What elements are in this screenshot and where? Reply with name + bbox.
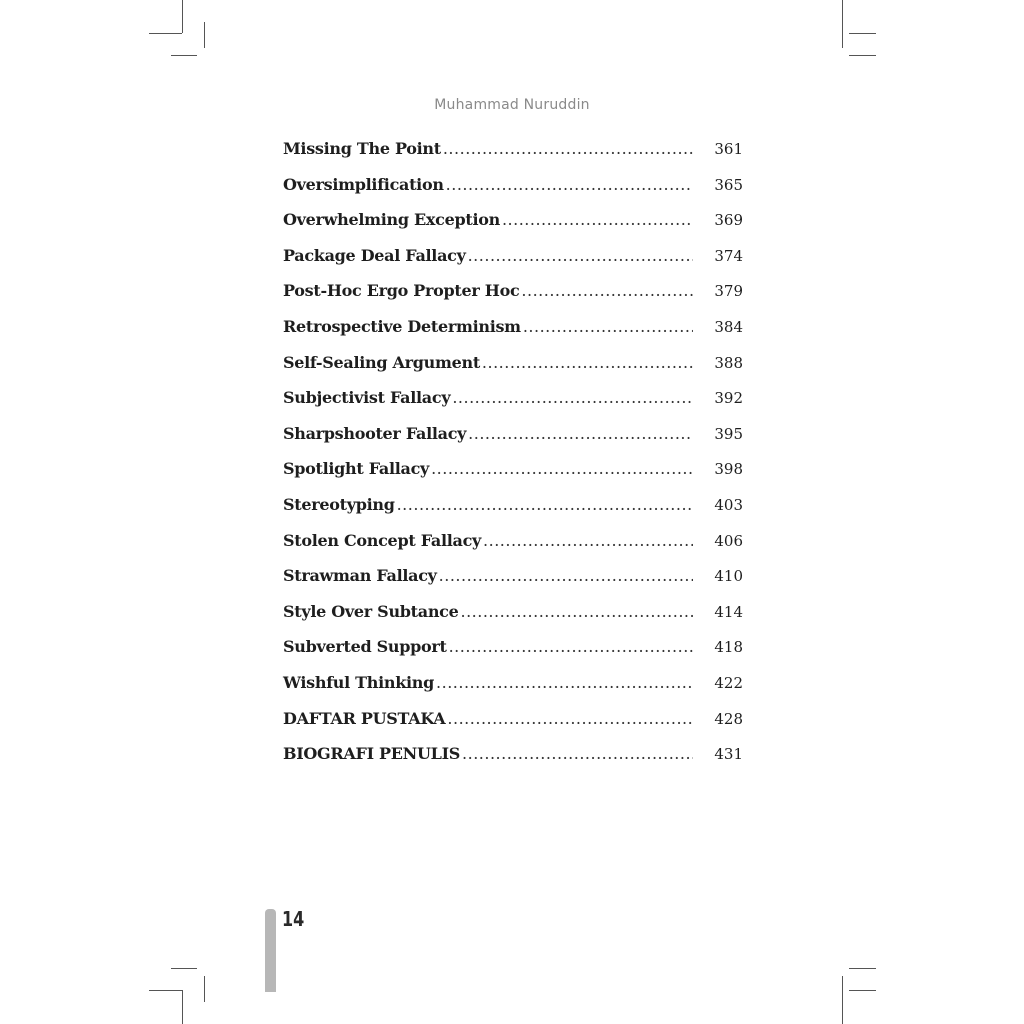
toc-entry-page-number: 406: [714, 531, 743, 550]
toc-dot-leader: [468, 246, 693, 265]
toc-dot-leader: [397, 495, 693, 514]
toc-entry-title: Retrospective Determinism: [283, 316, 521, 336]
toc-entry-title: Self-Sealing Argument: [283, 352, 480, 372]
toc-dot-leader: [436, 673, 693, 692]
toc-entry[interactable]: [283, 744, 743, 780]
toc-entry-title: Package Deal Fallacy: [283, 245, 466, 265]
toc-entry-title: Stolen Concept Fallacy: [283, 530, 482, 550]
crop-mark: [204, 976, 205, 1002]
crop-mark: [149, 33, 182, 34]
toc-dot-leader: [443, 139, 693, 158]
crop-mark: [204, 22, 205, 48]
toc-entry[interactable]: [283, 175, 743, 211]
toc-dot-leader: [449, 637, 693, 656]
toc-entry[interactable]: [283, 424, 743, 460]
crop-mark: [171, 968, 197, 969]
crop-mark: [171, 55, 197, 56]
toc-entry[interactable]: [283, 673, 743, 709]
toc-entry-page-number: 379: [714, 282, 743, 301]
toc-entry-page-number: 414: [714, 602, 743, 621]
toc-entry-page-number: 403: [714, 495, 743, 514]
toc-entry-page-number: 369: [714, 211, 743, 230]
toc-entry[interactable]: [283, 637, 743, 673]
toc-dot-leader: [502, 210, 693, 229]
toc-entry[interactable]: [283, 495, 743, 531]
crop-mark: [849, 990, 876, 991]
toc-entry-page-number: 388: [714, 353, 743, 372]
toc-entry[interactable]: [283, 281, 743, 317]
toc-entry[interactable]: [283, 210, 743, 246]
crop-mark: [149, 990, 182, 991]
toc-entry-page-number: 428: [714, 709, 743, 728]
running-header-author: Muhammad Nuruddin: [434, 97, 590, 113]
toc-entry-title: Stereotyping: [283, 494, 395, 514]
toc-entry-page-number: 418: [714, 638, 743, 657]
toc-entry-page-number: 392: [714, 389, 743, 408]
toc-entry-title: Strawman Fallacy: [283, 566, 437, 586]
toc-entry-title: Style Over Subtance: [283, 601, 459, 621]
toc-dot-leader: [483, 531, 693, 550]
crop-mark: [182, 990, 183, 1024]
toc-dot-leader: [447, 709, 693, 728]
crop-mark: [182, 0, 183, 33]
toc-dot-leader: [482, 353, 693, 372]
crop-mark: [849, 33, 876, 34]
toc-dot-leader: [462, 744, 693, 763]
toc-entry-page-number: 374: [714, 246, 743, 265]
toc-entry-title: BIOGRAFI PENULIS: [283, 744, 461, 764]
toc-entry-title: Missing The Point: [283, 139, 441, 158]
toc-entry-title: Subverted Support: [283, 637, 447, 657]
toc-entry-title: Post-Hoc Ergo Propter Hoc: [283, 281, 520, 301]
toc-entry-page-number: 395: [714, 424, 743, 443]
toc-dot-leader: [452, 388, 693, 407]
toc-entry-title: Overwhelming Exception: [283, 210, 500, 230]
toc-entry[interactable]: [283, 459, 743, 495]
toc-entry-page-number: 361: [714, 140, 743, 158]
toc-entry-title: Sharpshooter Fallacy: [283, 423, 467, 443]
toc-entry-title: DAFTAR PUSTAKA: [283, 708, 446, 728]
crop-mark: [842, 0, 843, 48]
toc-entry-title: Wishful Thinking: [283, 672, 435, 692]
toc-entry-title: Subjectivist Fallacy: [283, 388, 451, 408]
crop-mark: [842, 976, 843, 1024]
toc-entry[interactable]: [283, 139, 743, 175]
toc-entry-title: Oversimplification: [283, 174, 444, 194]
toc-dot-leader: [439, 566, 693, 585]
table-of-contents: [283, 139, 743, 780]
toc-entry[interactable]: [283, 566, 743, 602]
toc-entry[interactable]: [283, 317, 743, 353]
toc-dot-leader: [521, 281, 693, 300]
toc-entry-page-number: 422: [714, 673, 743, 692]
toc-entry-page-number: 384: [714, 317, 743, 336]
toc-entry[interactable]: [283, 353, 743, 389]
toc-entry[interactable]: [283, 709, 743, 745]
page-number-tab: [265, 909, 276, 992]
toc-dot-leader: [523, 317, 693, 336]
crop-mark: [849, 968, 876, 969]
page-number: 14: [282, 907, 305, 931]
toc-entry-page-number: 398: [714, 460, 743, 479]
toc-dot-leader: [460, 602, 693, 621]
toc-dot-leader: [431, 459, 693, 478]
toc-entry[interactable]: [283, 246, 743, 282]
toc-dot-leader: [446, 175, 693, 194]
toc-entry-page-number: 431: [714, 745, 743, 764]
toc-entry[interactable]: [283, 388, 743, 424]
toc-entry[interactable]: [283, 531, 743, 567]
toc-entry[interactable]: [283, 602, 743, 638]
toc-entry-title: Spotlight Fallacy: [283, 459, 430, 479]
toc-entry-page-number: 410: [714, 567, 743, 586]
toc-entry-page-number: 365: [714, 175, 743, 194]
crop-mark: [849, 55, 876, 56]
toc-dot-leader: [468, 424, 693, 443]
